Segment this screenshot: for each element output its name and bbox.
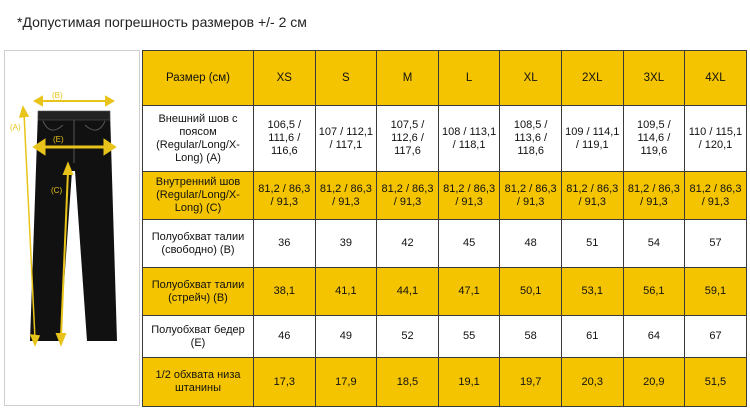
size-header-2xl: 2XL [561, 51, 623, 106]
table-cell: 19,7 [500, 358, 562, 407]
table-cell: 64 [623, 316, 685, 358]
size-header-l: L [438, 51, 500, 106]
table-cell: 55 [438, 316, 500, 358]
table-cell: 45 [438, 220, 500, 268]
size-header-s: S [315, 51, 377, 106]
row-label: Внутренний шов (Regular/Long/X-Long) (C) [143, 172, 254, 220]
size-header-m: M [377, 51, 439, 106]
row-label: Полуобхват бедер (E) [143, 316, 254, 358]
table-cell: 42 [377, 220, 439, 268]
table-cell: 53,1 [561, 268, 623, 316]
table-cell: 20,9 [623, 358, 685, 407]
row-label: Внешний шов с поясом (Regular/Long/X-Long) (A) [143, 106, 254, 172]
table-cell: 81,2 / 86,3 / 91,3 [438, 172, 500, 220]
size-header-xl: XL [500, 51, 562, 106]
table-cell: 61 [561, 316, 623, 358]
size-header-4xl: 4XL [685, 51, 747, 106]
table-cell: 44,1 [377, 268, 439, 316]
row-label: Полуобхват талии (стрейч) (B) [143, 268, 254, 316]
label-a: (A) [10, 123, 21, 132]
pants-measurement-diagram [4, 50, 140, 406]
header-row [143, 51, 747, 106]
table-cell: 39 [315, 220, 377, 268]
table-cell: 51 [561, 220, 623, 268]
waist-arrow [35, 97, 113, 105]
table-cell: 81,2 / 86,3 / 91,3 [623, 172, 685, 220]
table-row [143, 316, 747, 358]
size-header-3xl: 3XL [623, 51, 685, 106]
table-cell: 17,3 [254, 358, 316, 407]
table-cell: 81,2 / 86,3 / 91,3 [561, 172, 623, 220]
table-cell: 107,5 / 112,6 / 117,6 [377, 106, 439, 172]
table-cell: 109,5 / 114,6 / 119,6 [623, 106, 685, 172]
table-cell: 17,9 [315, 358, 377, 407]
table-cell: 47,1 [438, 268, 500, 316]
table-cell: 58 [500, 316, 562, 358]
table-cell: 81,2 / 86,3 / 91,3 [377, 172, 439, 220]
table-row [143, 358, 747, 407]
table-row [143, 172, 747, 220]
table-cell: 36 [254, 220, 316, 268]
table-cell: 67 [685, 316, 747, 358]
table-cell: 56,1 [623, 268, 685, 316]
table-cell: 48 [500, 220, 562, 268]
table-cell: 54 [623, 220, 685, 268]
table-cell: 19,1 [438, 358, 500, 407]
table-cell: 18,5 [377, 358, 439, 407]
header-label-cell: Размер (см) [143, 51, 254, 106]
table-cell: 81,2 / 86,3 / 91,3 [315, 172, 377, 220]
table-cell: 108 / 113,1 / 118,1 [438, 106, 500, 172]
waistband [38, 111, 110, 120]
table-cell: 52 [377, 316, 439, 358]
table-cell: 46 [254, 316, 316, 358]
table-cell: 49 [315, 316, 377, 358]
table-cell: 110 / 115,1 / 120,1 [685, 106, 747, 172]
label-c: (C) [51, 186, 63, 195]
table-cell: 41,1 [315, 268, 377, 316]
table-cell: 81,2 / 86,3 / 91,3 [685, 172, 747, 220]
row-label: Полуобхват талии (свободно) (B) [143, 220, 254, 268]
table-cell: 50,1 [500, 268, 562, 316]
table-cell: 81,2 / 86,3 / 91,3 [254, 172, 316, 220]
table-row [143, 220, 747, 268]
table-cell: 59,1 [685, 268, 747, 316]
table-row [143, 268, 747, 316]
size-chart-table [142, 50, 747, 407]
table-cell: 109 / 114,1 / 119,1 [561, 106, 623, 172]
table-cell: 81,2 / 86,3 / 91,3 [500, 172, 562, 220]
size-header-xs: XS [254, 51, 316, 106]
table-cell: 107 / 112,1 / 117,1 [315, 106, 377, 172]
table-cell: 20,3 [561, 358, 623, 407]
table-cell: 57 [685, 220, 747, 268]
table-cell: 38,1 [254, 268, 316, 316]
pants-illustration [5, 51, 141, 407]
label-b: (B) [52, 91, 63, 100]
table-row [143, 106, 747, 172]
table-cell: 108,5 / 113,6 / 118,6 [500, 106, 562, 172]
table-cell: 106,5 / 111,6 / 116,6 [254, 106, 316, 172]
row-label: 1/2 обхвата низа штанины [143, 358, 254, 407]
tolerance-note: *Допустимая погрешность размеров +/- 2 см [17, 14, 307, 30]
table-cell: 51,5 [685, 358, 747, 407]
label-e: (E) [53, 135, 64, 144]
